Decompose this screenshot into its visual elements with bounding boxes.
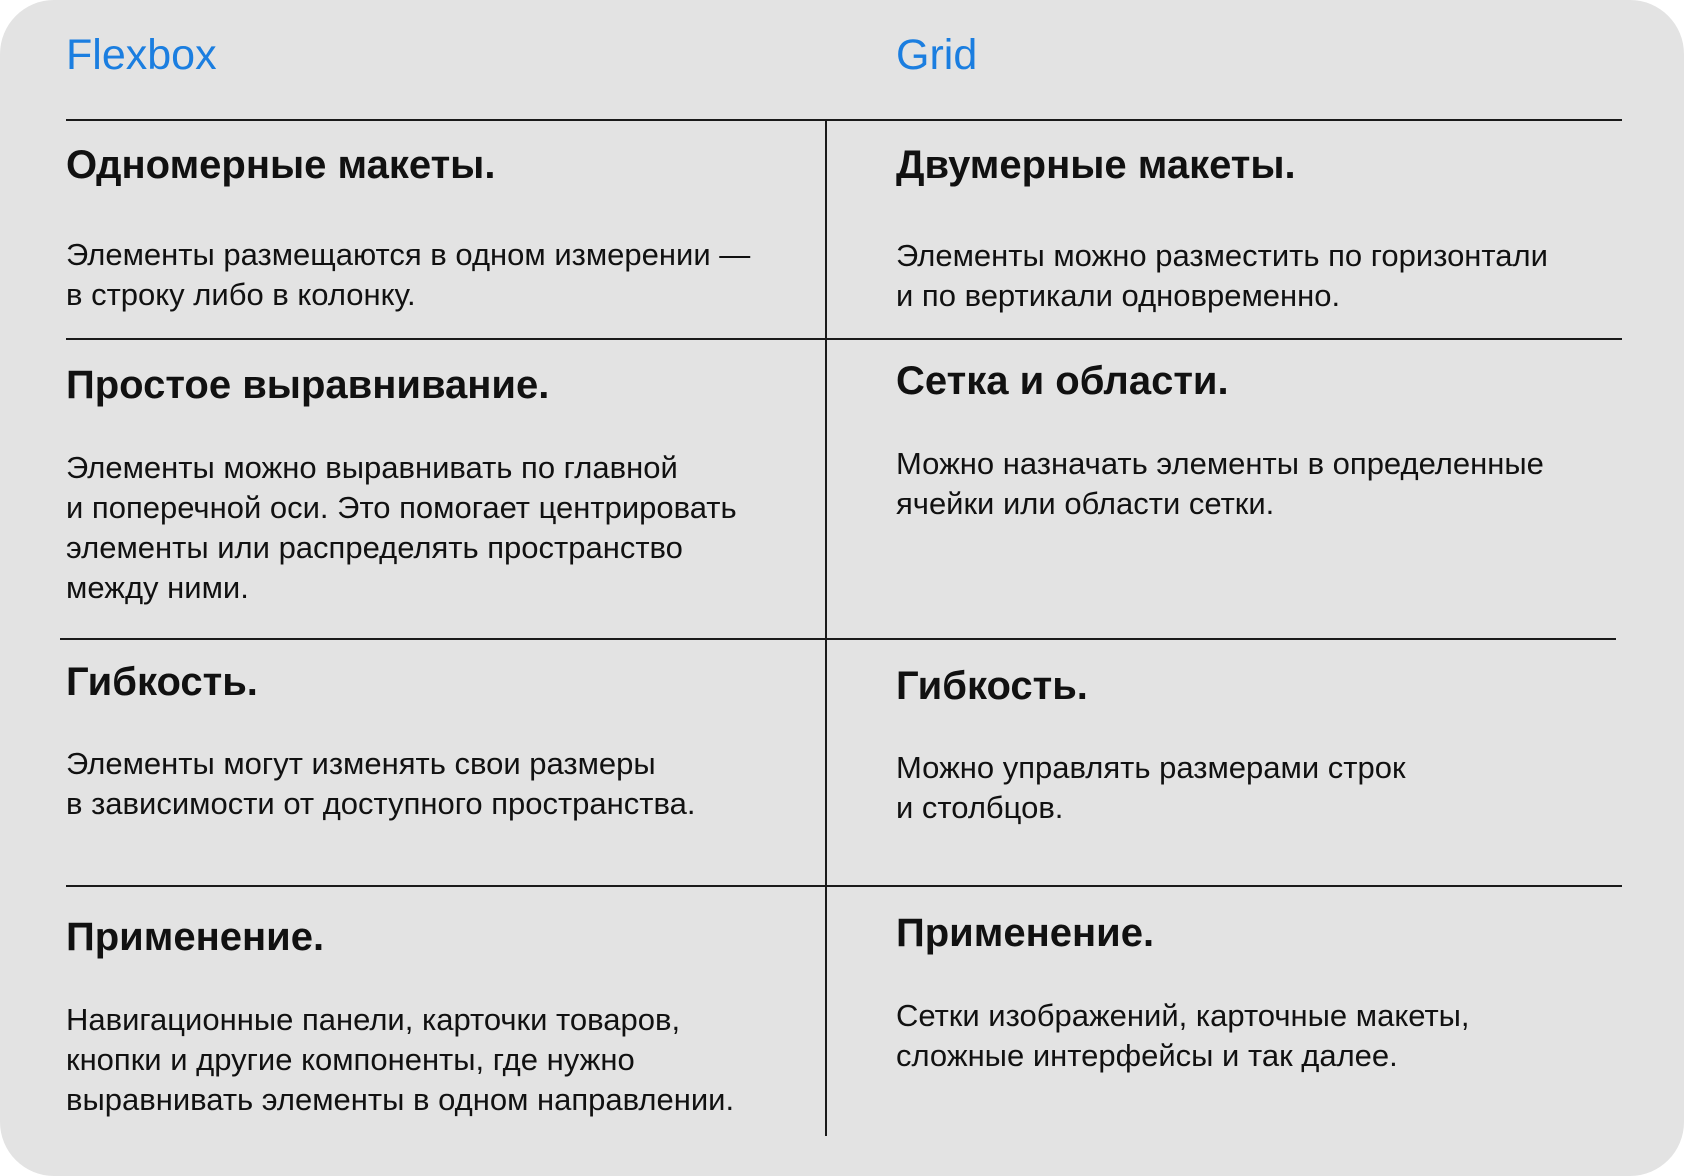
grid-row1-text: Элементы можно разместить по горизонтали и по вертикали одновременно. bbox=[896, 238, 1548, 313]
row-divider-1 bbox=[66, 338, 1622, 340]
grid-row2-text: Можно назначать элементы в определенные ячейки или области сетки. bbox=[896, 446, 1544, 521]
flexbox-row3-title: Гибкость. bbox=[66, 660, 258, 704]
column-header-grid: Grid bbox=[896, 31, 978, 79]
grid-row3-title: Гибкость. bbox=[896, 664, 1088, 708]
column-header-flexbox: Flexbox bbox=[66, 31, 217, 79]
flexbox-row4-text: Навигационные панели, карточки товаров, кнопки и другие компоненты, где нужно выравнивать элементы в одном направлении. bbox=[66, 1002, 735, 1117]
grid-row4-title: Применение. bbox=[896, 911, 1155, 955]
grid-row4-text: Сетки изображений, карточные макеты, сложные интерфейсы и так далее. bbox=[896, 998, 1470, 1073]
row-divider-2 bbox=[60, 638, 1616, 640]
row-divider-3 bbox=[66, 885, 1622, 887]
flexbox-row4-title: Применение. bbox=[66, 915, 325, 959]
flexbox-row2-title: Простое выравнивание. bbox=[66, 363, 550, 407]
flexbox-row1-text: Элементы размещаются в одном измерении — в строку либо в колонку. bbox=[66, 237, 751, 312]
grid-row2-title: Сетка и области. bbox=[896, 359, 1229, 403]
header-divider bbox=[66, 119, 1622, 121]
flexbox-row3-text: Элементы могут изменять свои размеры в зависимости от доступного пространства. bbox=[66, 746, 696, 821]
column-divider bbox=[825, 120, 827, 1136]
grid-row3-text: Можно управлять размерами строк и столбцов. bbox=[896, 750, 1406, 825]
grid-row1-title: Двумерные макеты. bbox=[896, 143, 1296, 187]
flexbox-row1-title: Одномерные макеты. bbox=[66, 143, 496, 187]
flexbox-row2-text: Элементы можно выравнивать по главной и поперечной оси. Это помогает центрировать элементы или распределять пространство между ними. bbox=[66, 450, 737, 605]
